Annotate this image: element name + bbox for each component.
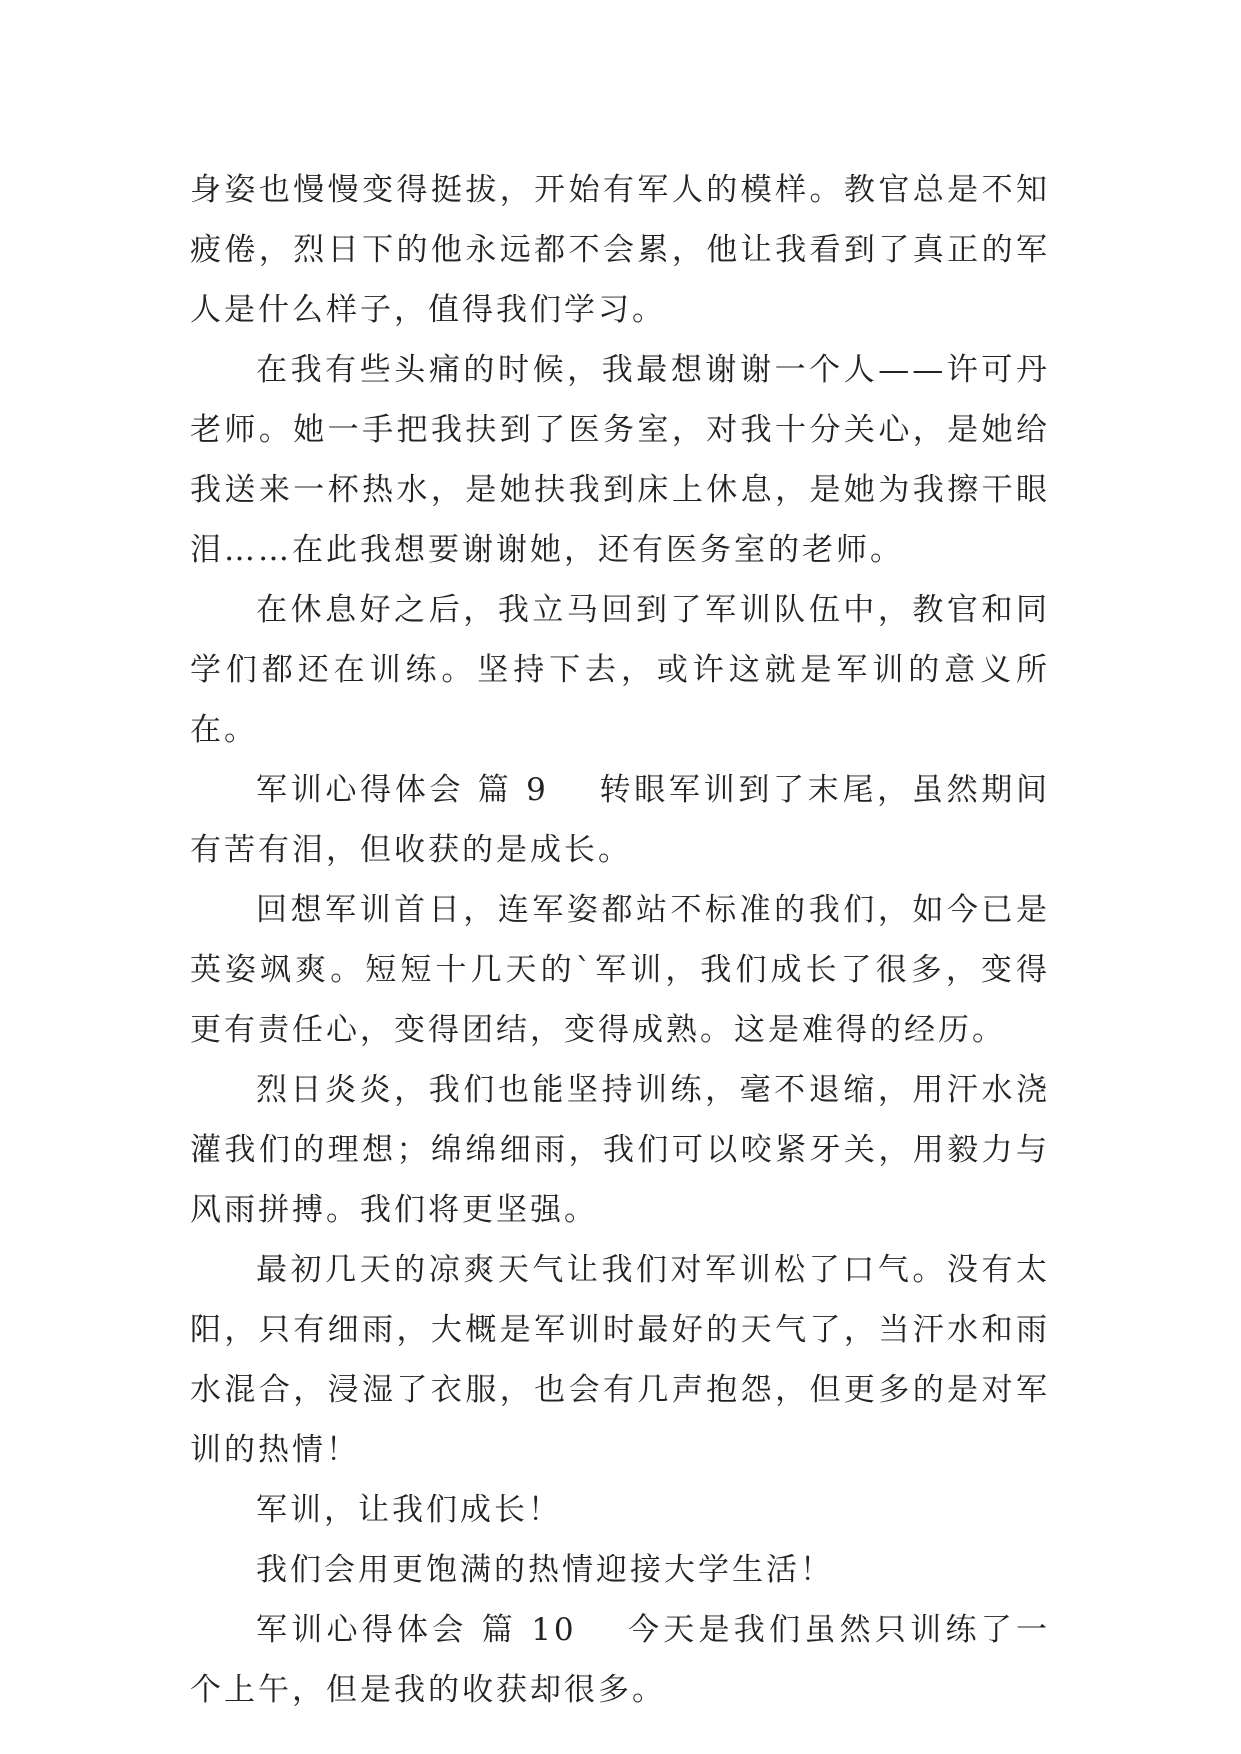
paragraph-text: 转眼军训到了末尾，虽然期间有苦有泪，但收获的是成长。 [190, 772, 1050, 868]
paragraph-with-heading [190, 760, 1050, 880]
paragraph: 在休息好之后，我立马回到了军训队伍中，教官和同学们都还在训练。坚持下去，或许这就是军训的意义所在。 [190, 592, 1050, 748]
paragraph: 军训，让我们成长！ [256, 1492, 562, 1528]
paragraph-text: 今天是我们虽然只训练了一个上午，但是我的收获却很多。 [190, 1612, 1051, 1708]
paragraph: 在我有些头痛的时候，我最想谢谢一个人——许可丹老师。她一手把我扶到了医务室，对我十分关心，是她给我送来一杯热水，是她扶我到床上休息，是她为我擦干眼泪……在此我想要谢谢她，还有医务室的老师。 [190, 352, 1050, 568]
paragraph: 我们会用更饱满的热情迎接大学生活！ [256, 1552, 834, 1588]
section-heading: 军训心得体会 篇 9 [256, 772, 549, 808]
paragraph: 身姿也慢慢变得挺拔，开始有军人的模样。教官总是不知疲倦，烈日下的他永远都不会累，他让我看到了真正的军人是什么样子，值得我们学习。 [190, 172, 1050, 328]
paragraph: 最初几天的凉爽天气让我们对军训松了口气。没有太阳，只有细雨，大概是军训时最好的天气了，当汗水和雨水混合，浸湿了衣服，也会有几声抱怨，但更多的是对军训的热情！ [190, 1252, 1050, 1468]
paragraph: 烈日炎炎，我们也能坚持训练，毫不退缩，用汗水浇灌我们的理想；绵绵细雨，我们可以咬紧牙关，用毅力与风雨拼搏。我们将更坚强。 [190, 1072, 1050, 1228]
section-heading: 军训心得体会 篇 10 [256, 1612, 577, 1648]
paragraph: 回想军训首日，连军姿都站不标准的我们，如今已是英姿飒爽。短短十几天的`军训，我们成长了很多，变得更有责任心，变得团结，变得成熟。这是难得的经历。 [190, 892, 1050, 1048]
document-body [190, 160, 1050, 1720]
paragraph-with-heading [190, 1600, 1050, 1720]
